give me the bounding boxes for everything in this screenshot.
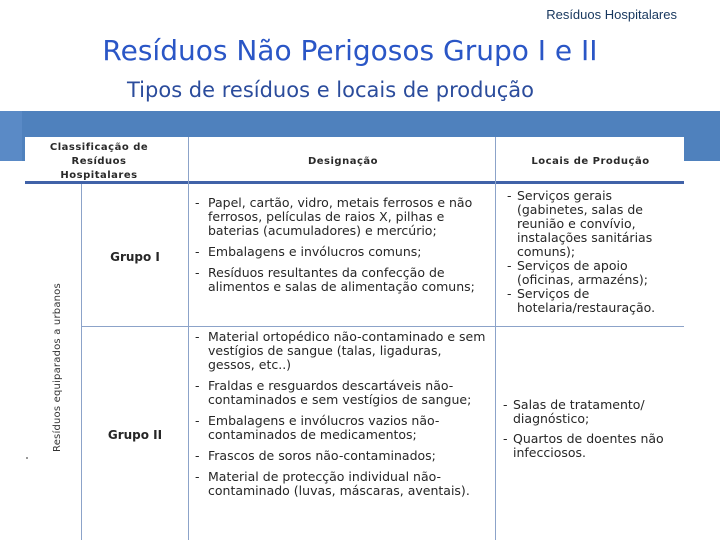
group-2-name: Grupo II (107, 428, 163, 442)
col-sep-1 (188, 137, 189, 540)
header-tag: Resíduos Hospitalares (546, 7, 677, 22)
list-item: - Material ortopédico não-contaminado e sem vestígios de sangue (talas, ligaduras, gessos, etc..) (195, 329, 486, 372)
col-sep-2 (495, 137, 496, 540)
header-designation: Designação (307, 156, 379, 167)
list-item: - Embalagens e invólucros comuns; (195, 244, 422, 259)
list-item: - Serviços de apoio (oficinas, armazéns); (507, 258, 648, 287)
list-item: - Resíduos resultantes da confecção de alimentos e salas de alimentação comuns; (195, 265, 475, 294)
list-item: - Embalagens e invólucros vazios não-contaminados de medicamentos; (195, 413, 440, 442)
blue-band-shade (0, 111, 22, 161)
list-item: - Quartos de doentes não infecciosos. (503, 431, 664, 460)
header-rule (25, 181, 684, 184)
header-classification-line-2: Resíduos (71, 156, 127, 167)
header-classification-line-1: Classificação de (49, 142, 149, 153)
group-sep (81, 326, 684, 327)
group-1-items (195, 196, 491, 301)
decorative-dot (26, 457, 28, 459)
side-label: Resíduos equiparados a urbanos (52, 283, 63, 452)
group-1-locations (507, 189, 683, 315)
header-classification-line-3: Hospitalares (60, 170, 138, 181)
list-item: - Salas de tratamento/ diagnóstico; (503, 397, 645, 426)
group-2-items (195, 330, 491, 505)
header-locations: Locais de Produção (531, 156, 650, 167)
list-item: - Serviços gerais (gabinetes, salas de reunião e convívio, instalações sanitárias comuns); (507, 188, 653, 259)
list-item: - Papel, cartão, vidro, metais ferrosos e não ferrosos, películas de raios X, pilhas e baterias (acumuladores) e mercúrio; (195, 195, 473, 238)
list-item: - Material de protecção individual não-contaminado (luvas, máscaras, aventais). (195, 469, 470, 498)
group-1-name: Grupo I (110, 250, 160, 264)
slide-subtitle: Tipos de resíduos e locais de produção (127, 78, 535, 102)
classification-table (25, 137, 684, 540)
list-item: - Fraldas e resguardos descartáveis não-contaminados e sem vestígios de sangue; (195, 378, 472, 407)
list-item: - Serviços de hotelaria/restauração. (507, 286, 656, 315)
list-item: - Frascos de soros não-contaminados; (195, 448, 436, 463)
col-sep-side (81, 184, 82, 540)
header-classification (29, 141, 169, 183)
slide-title: Resíduos Não Perigosos Grupo I e II (102, 34, 598, 67)
group-2-locations (503, 398, 681, 460)
